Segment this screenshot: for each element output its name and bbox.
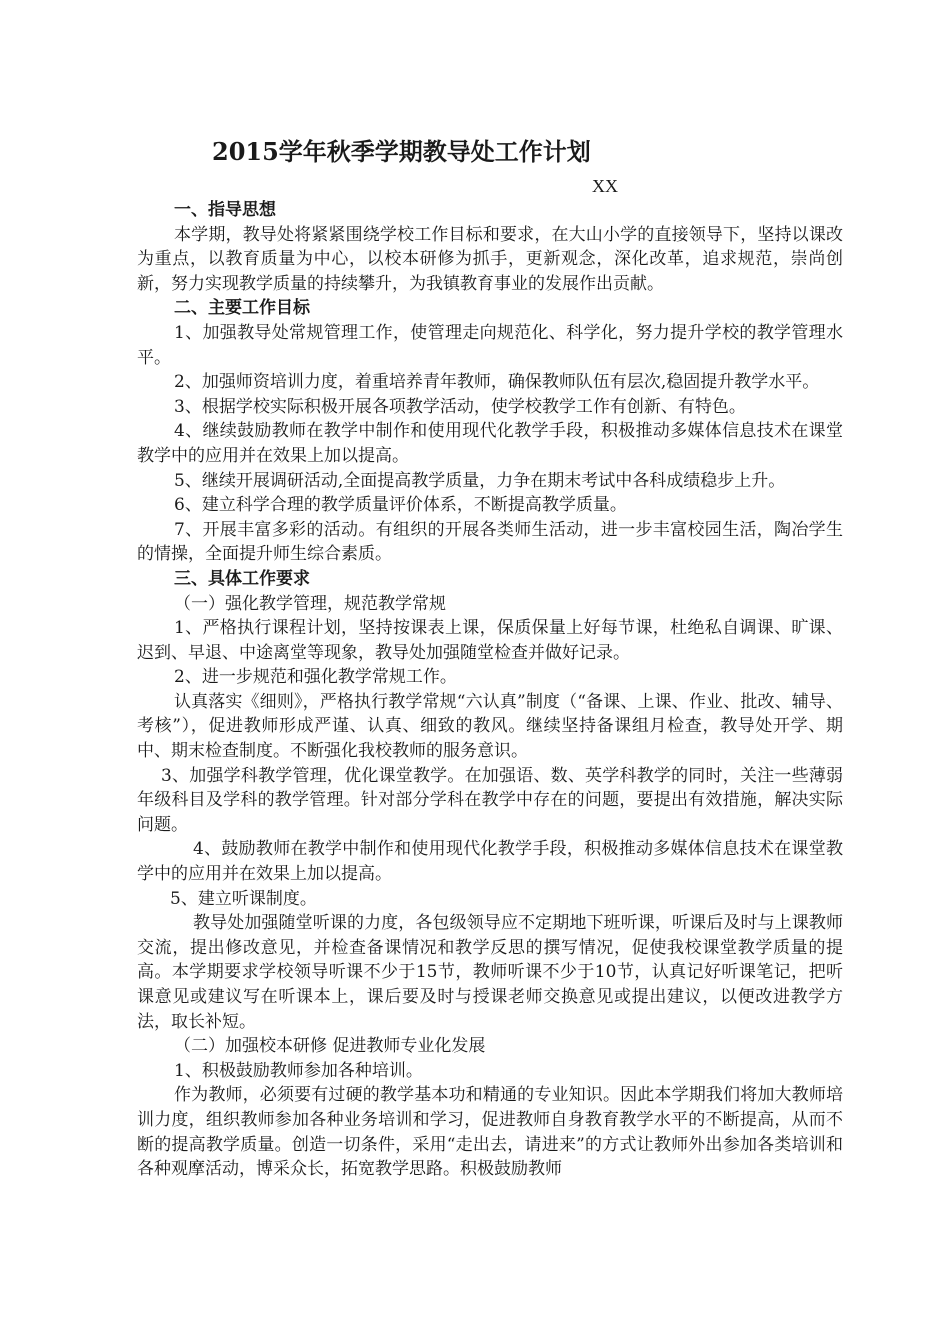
document-author: XX (592, 176, 618, 196)
section-heading: 一、指导思想 (174, 200, 276, 220)
section-heading: 二、主要工作目标 (174, 298, 310, 319)
paragraph: 5、继续开展调研活动,全面提高教学质量，力争在期末考试中各科成绩稳步上升。 (174, 470, 786, 491)
section-heading: 三、具体工作要求 (174, 568, 310, 589)
document-body (137, 198, 843, 1182)
paragraph: 教导处加强随堂听课的力度，各包级领导应不定期地下班听课，听课后及时与上课教师交流，提出修改意见，并检查备课情况和教学反思的撰写情况，促使我校课堂教学质量的提高。本学期要求学校领导听课不少于15节，教师听课不少于10节，认真记好听课笔记，把听课意见或建议写在听课本上，课后要及时与授课老师交换意见或提出建议，以便改进教学方法，取长补短。 (137, 913, 843, 1032)
document-title: 2015学年秋季学期教导处工作计划 (212, 137, 591, 166)
paragraph: 3、加强学科教学管理，优化课堂教学。在加强语、数、英学科教学的同时，关注一些薄弱年级科目及学科的教学管理。针对部分学科在教学中存在的问题，要提出有效措施，解决实际问题。 (137, 765, 843, 835)
subsection-heading: （一）强化教学管理，规范教学常规 (174, 593, 446, 614)
paragraph: 5、建立听课制度。 (170, 888, 317, 909)
paragraph: 1、严格执行课程计划，坚持按课表上课，保质保量上好每节课，杜绝私自调课、旷课、迟到、早退、中途离堂等现象，教导处加强随堂检查并做好记录。 (137, 618, 843, 663)
paragraph: 7、开展丰富多彩的活动。有组织的开展各类师生活动，进一步丰富校园生活，陶冶学生的情操，全面提升师生综合素质。 (137, 519, 843, 565)
paragraph: 3、根据学校实际积极开展各项教学活动，使学校教学工作有创新、有特色。 (174, 396, 746, 417)
paragraph: 6、建立科学合理的教学质量评价体系，不断提高教学质量。 (174, 495, 627, 516)
paragraph: 1、加强教导处常规管理工作，使管理走向规范化、科学化，努力提升学校的教学管理水平。 (137, 322, 843, 368)
paragraph: 本学期，教导处将紧紧围绕学校工作目标和要求，在大山小学的直接领导下，坚持以课改为重点，以教育质量为中心，以校本研修为抓手，更新观念，深化改革，追求规范，崇尚创新，努力实现教学质量的持续攀升，为我镇教育事业的发展作出贡献。 (137, 224, 843, 294)
paragraph: 4、继续鼓励教师在教学中制作和使用现代化教学手段，积极推动多媒体信息技术在课堂教学中的应用并在效果上加以提高。 (137, 421, 843, 466)
paragraph: 认真落实《细则》，严格执行教学常规“六认真”制度（“备课、上课、作业、批改、辅导、考核”），促进教师形成严谨、认真、细致的教风。继续坚持备课组月检查，教导处开学、期中、期末检查制度。不断强化我校教师的服务意识。 (137, 691, 843, 762)
paragraph: 4、鼓励教师在教学中制作和使用现代化教学手段，积极推动多媒体信息技术在课堂教学中的应用并在效果上加以提高。 (137, 839, 843, 885)
paragraph: 2、进一步规范和强化教学常规工作。 (174, 667, 457, 688)
paragraph: 作为教师，必须要有过硬的教学基本功和精通的专业知识。因此本学期我们将加大教师培训力度，组织教师参加各种业务培训和学习，促进教师自身教育教学水平的不断提高，从而不断的提高教学质量。创造一切条件，采用“走出去，请进来”的方式让教师外出参加各类培训和各种观摩活动，博采众长，拓宽教学思路。积极鼓励教师 (137, 1085, 843, 1180)
paragraph: 1、积极鼓励教师参加各种培训。 (174, 1060, 423, 1081)
paragraph: 2、加强师资培训力度，着重培养青年教师，确保教师队伍有层次,稳固提升教学水平。 (174, 372, 820, 393)
subsection-heading: （二）加强校本研修 促进教师专业化发展 (174, 1036, 486, 1057)
